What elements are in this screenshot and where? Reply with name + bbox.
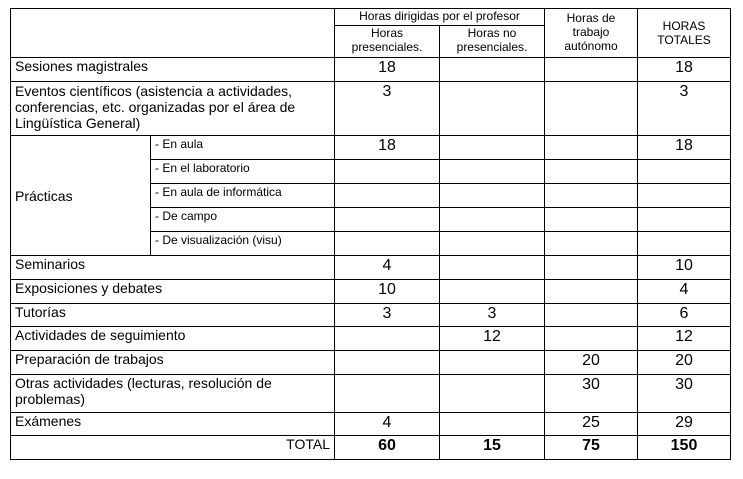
cell-presenciales: 18 [335,136,440,160]
cell-presenciales: 10 [335,280,440,304]
table-row [11,82,731,136]
cell-presenciales [335,160,440,184]
header-group: Horas dirigidas por el profesor [335,9,545,26]
cell-no-presenciales [440,136,545,160]
cell-no-presenciales [440,375,545,413]
total-autonomo: 75 [545,436,638,460]
header-autonomo: Horas de trabajo autónomo [545,9,638,58]
cell-presenciales: 18 [335,58,440,82]
cell-autonomo [545,304,638,327]
cell-total: 29 [638,413,731,436]
cell-autonomo [545,280,638,304]
cell-no-presenciales [440,256,545,280]
table-row [11,413,731,436]
cell-no-presenciales [440,208,545,232]
row-label: Seminarios [11,256,335,280]
cell-presenciales [335,327,440,351]
total-totales: 150 [638,436,731,460]
cell-total: 30 [638,375,731,413]
cell-total: 6 [638,304,731,327]
table-row [11,304,731,327]
cell-no-presenciales: 3 [440,304,545,327]
cell-total [638,160,731,184]
cell-autonomo [545,58,638,82]
header-blank-cell [11,9,335,58]
cell-presenciales [335,375,440,413]
table-row [11,351,731,375]
cell-presenciales [335,184,440,208]
cell-autonomo: 30 [545,375,638,413]
cell-total [638,232,731,256]
cell-autonomo: 25 [545,413,638,436]
cell-no-presenciales [440,184,545,208]
cell-presenciales [335,208,440,232]
cell-autonomo [545,256,638,280]
table-row [11,375,731,413]
row-label: - De campo [151,208,335,232]
total-presenciales: 60 [335,436,440,460]
table-row [11,136,731,160]
header-presenciales: Horas presenciales. [335,26,440,58]
row-label: - En aula [151,136,335,160]
cell-no-presenciales [440,413,545,436]
table-row [11,327,731,351]
cell-total: 10 [638,256,731,280]
cell-autonomo [545,232,638,256]
row-label: Exámenes [11,413,335,436]
practicas-label: Prácticas [11,136,151,256]
cell-autonomo [545,184,638,208]
cell-presenciales [335,232,440,256]
cell-presenciales: 4 [335,413,440,436]
header-totales: HORAS TOTALES [638,9,731,58]
row-label: Otras actividades (lecturas, resolución de problemas) [11,375,335,413]
cell-presenciales: 3 [335,82,440,136]
cell-presenciales: 3 [335,304,440,327]
cell-no-presenciales [440,58,545,82]
cell-total: 12 [638,327,731,351]
cell-autonomo [545,327,638,351]
cell-autonomo [545,82,638,136]
header-no-presenciales: Horas no presenciales. [440,26,545,58]
cell-autonomo: 20 [545,351,638,375]
hours-table [10,8,731,460]
total-no-presenciales: 15 [440,436,545,460]
cell-no-presenciales [440,160,545,184]
cell-no-presenciales [440,82,545,136]
cell-no-presenciales [440,232,545,256]
row-label: - En aula de informática [151,184,335,208]
row-label: Preparación de trabajos [11,351,335,375]
row-label: Tutorías [11,304,335,327]
row-label: Sesiones magistrales [11,58,335,82]
cell-total: 18 [638,58,731,82]
row-label: Exposiciones y debates [11,280,335,304]
row-label: - En el laboratorio [151,160,335,184]
table-row [11,58,731,82]
cell-presenciales: 4 [335,256,440,280]
row-label: Actividades de seguimiento [11,327,335,351]
header-row-1 [11,9,731,26]
table-row [11,280,731,304]
cell-autonomo [545,208,638,232]
cell-total [638,208,731,232]
cell-autonomo [545,136,638,160]
row-label: - De visualización (visu) [151,232,335,256]
cell-total [638,184,731,208]
cell-presenciales [335,351,440,375]
cell-total: 3 [638,82,731,136]
cell-no-presenciales [440,280,545,304]
cell-autonomo [545,160,638,184]
total-row [11,436,731,460]
cell-total: 4 [638,280,731,304]
table-row [11,256,731,280]
cell-no-presenciales: 12 [440,327,545,351]
cell-no-presenciales [440,351,545,375]
cell-total: 20 [638,351,731,375]
total-label: TOTAL [11,436,335,460]
cell-total: 18 [638,136,731,160]
row-label: Eventos científicos (asistencia a actividades, conferencias, etc. organizadas por el área de Lingüística General) [11,82,335,136]
